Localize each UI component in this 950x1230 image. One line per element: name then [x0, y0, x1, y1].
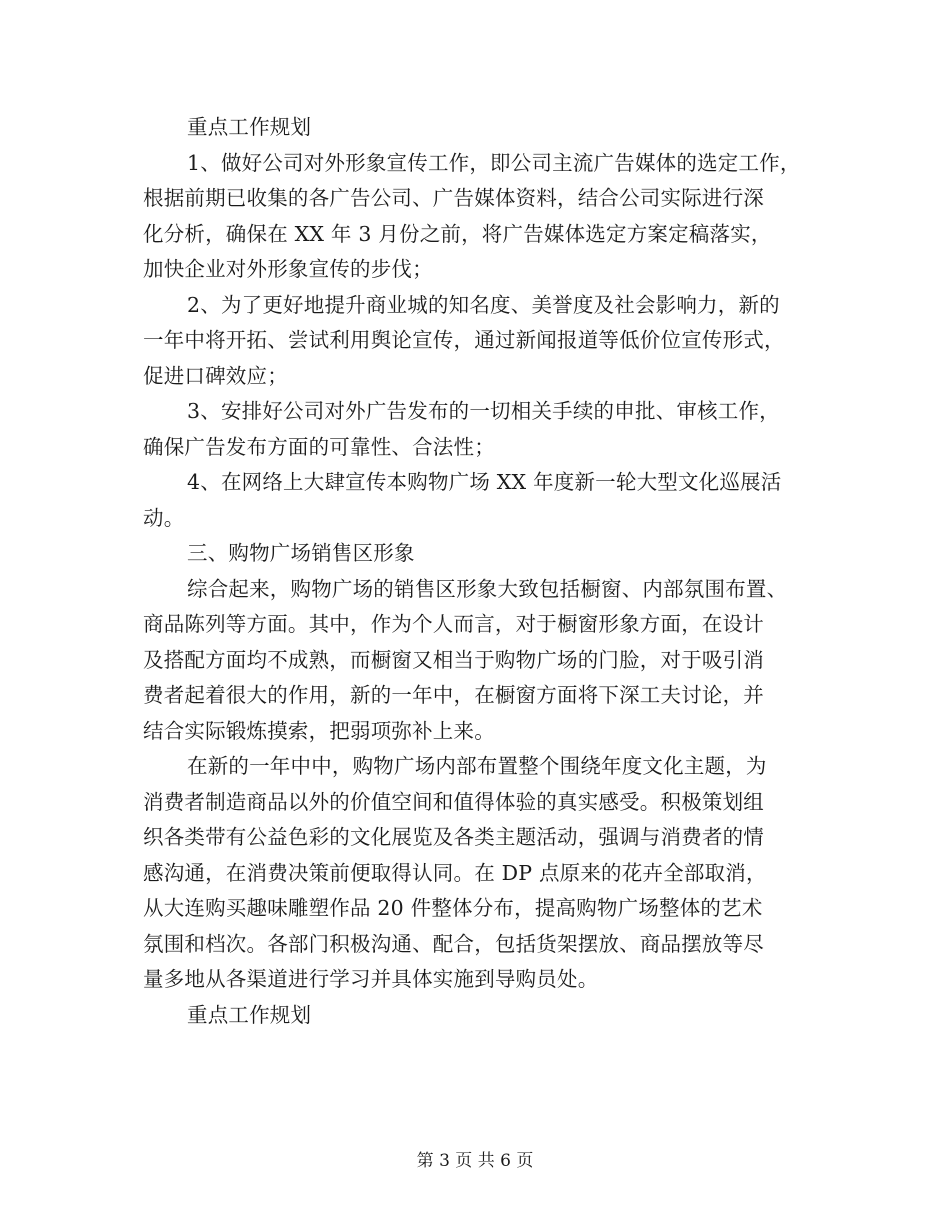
document-body — [143, 110, 823, 1033]
text-line: 费者起着很大的作用，新的一年中，在橱窗方面将下深工夫讨论，并 — [143, 683, 764, 707]
text-line: 感沟通，在消费决策前便取得认同。在 DP 点原来的花卉全部取消， — [143, 860, 767, 885]
text-line: 三、购物广场销售区形象 — [187, 541, 415, 565]
text-line: 在新的一年中中，购物广场内部布置整个围绕年度文化主题，为 — [187, 754, 767, 778]
text-line: 消费者制造商品以外的价值空间和值得体验的真实感受。积极策划组 — [143, 789, 764, 814]
text-line: 动。 — [143, 505, 185, 530]
text-line: 综合起来，购物广场的销售区形象大致包括橱窗、内部氛围布置、 — [187, 576, 788, 601]
text-line: 从大连购买趣味雕塑作品 20 件整体分布，提高购物广场整体的艺术 — [143, 896, 763, 920]
text-line: 1、做好公司对外形象宣传工作，即公司主流广告媒体的选定工作， — [187, 150, 801, 175]
text-line: 及搭配方面均不成熟，而橱窗又相当于购物广场的门脸，对于吸引消 — [143, 647, 764, 672]
text-line: 促进口碑效应； — [143, 363, 288, 388]
text-line: 商品陈列等方面。其中，作为个人而言，对于橱窗形象方面，在设计 — [143, 612, 764, 636]
text-line: 氛围和档次。各部门积极沟通、配合，包括货架摆放、商品摆放等尽 — [143, 931, 764, 956]
text-line: 2、为了更好地提升商业城的知名度、美誉度及社会影响力，新的 — [187, 292, 780, 317]
text-line: 重点工作规划 — [187, 1002, 312, 1027]
text-line: 加快企业对外形象宣传的步伐； — [143, 257, 433, 281]
text-line: 化分析，确保在 XX 年 3 月份之前，将广告媒体选定方案定稿落实， — [143, 221, 772, 246]
text-line: 3、安排好公司对外广告发布的一切相关手续的申批、审核工作， — [187, 399, 780, 423]
text-line: 根据前期已收集的各广告公司、广告媒体资料，结合公司实际进行深 — [143, 186, 764, 210]
text-line: 织各类带有公益色彩的文化展览及各类主题活动，强调与消费者的情 — [143, 825, 764, 849]
text-line: 量多地从各渠道进行学习并具体实施到导购员处。 — [143, 967, 599, 991]
text-line: 确保广告发布方面的可靠性、合法性； — [143, 434, 495, 459]
text-line: 4、在网络上大肆宣传本购物广场 XX 年度新一轮大型文化巡展活 — [187, 470, 782, 494]
text-line: 一年中将开拓、尝试利用舆论宣传，通过新闻报道等低价位宣传形式， — [143, 328, 785, 352]
text-line: 结合实际锻炼摸索，把弱项弥补上来。 — [143, 718, 495, 743]
text-line: 重点工作规划 — [187, 115, 312, 139]
page-number-footer: 第 3 页 共 6 页 — [416, 1151, 534, 1171]
